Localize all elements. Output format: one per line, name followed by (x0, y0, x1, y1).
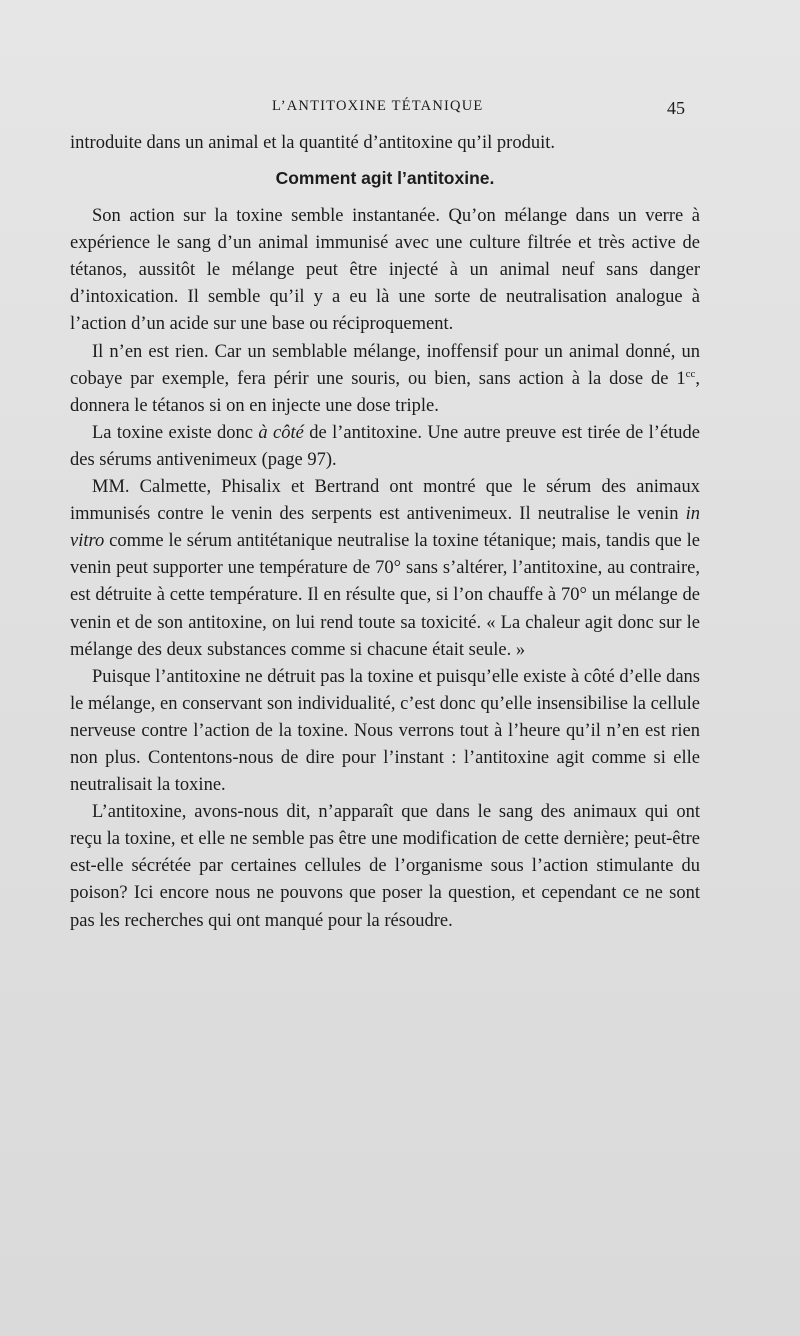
italic-in-vitro: in vitro (70, 504, 700, 552)
intro-paragraph: introduite dans un animal et la quantité d’antitoxine qu’il produit. (70, 133, 556, 153)
page-number: 45 (667, 98, 685, 118)
paragraph-2-text-b: , donnera le tétanos si on en injecte une dose triple. (70, 368, 700, 416)
paragraph-1: Son action sur la toxine semble instantanée. Qu’on mélange dans un verre à expérience le sang d’un animal immunisé avec une culture filtrée et très active de tétanos, aussitôt le mélange peut être injecté à un animal neuf sans danger d’intoxication. Il semble qu’il y a eu là une sorte de neutralisation analogue à l’action d’un acide sur une base ou réciproquement. (70, 206, 700, 335)
paragraph-4-text-a: MM. Calmette, Phisalix et Bertrand ont montré que le sérum des animaux immunisés contre le venin des serpents est antivenimeux. Il neutralise le venin (70, 477, 700, 525)
body-text (70, 130, 700, 935)
paragraph-3-text-a: La toxine existe donc (92, 422, 259, 443)
paragraph-5: Puisque l’antitoxine ne détruit pas la toxine et puisqu’elle existe à côté d’elle dans le mélange, en conservant son individualité, c’est donc qu’elle insensibilise la cellule nerveuse contre l’action de la toxine. Nous verrons tout à l’heure qu’il n’en est rien non plus. Contentons-nous de dire pour l’instant : l’antitoxine agit comme si elle neutralisait la toxine. (70, 666, 700, 796)
superscript-cc: cc (685, 367, 696, 380)
italic-a-cote: à côté (258, 422, 304, 443)
running-title: L’ANTITOXINE TÉTANIQUE (272, 98, 484, 114)
paragraph-4 (70, 474, 700, 664)
paragraph-2-text-a: Il n’en est rien. Car un semblable mélange, inoffensif pour un animal donné, un cobaye par exemple, fera périr une souris, ou bien, sans action à la dose de 1 (70, 341, 700, 389)
paragraph-4-text-b: comme le sérum antitétanique neutralise la toxine tétanique; mais, tandis que le venin peut supporter une température de 70° sans s’altérer, l’antitoxine, au contraire, est détruite à cette température. Il en résulte que, si l’on chauffe à 70° un mélange de venin et de son antitoxine, on lui rend toute sa toxicité. « La chaleur agit donc sur le mélange des deux substances comme si chacune était seule. » (70, 531, 700, 660)
section-title: Comment agit l’antitoxine. (275, 168, 495, 189)
paragraph-3 (70, 420, 700, 474)
paragraph-3-text-b: de l’antitoxine. Une autre preuve est tirée de l’étude des sérums antivenimeux (page 97). (70, 422, 701, 470)
paragraph-2 (70, 339, 700, 420)
paragraph-6: L’antitoxine, avons-nous dit, n’apparaît que dans le sang des animaux qui ont reçu la toxine, et elle ne semble pas être une modification de cette dernière; peut-être est-elle sécrétée par certaines cellules de l’organisme sous l’action stimulante du poison? Ici encore nous ne pouvons que poser la question, et cependant ce ne sont pas les recherches qui ont manqué pour la résoudre. (70, 802, 700, 931)
